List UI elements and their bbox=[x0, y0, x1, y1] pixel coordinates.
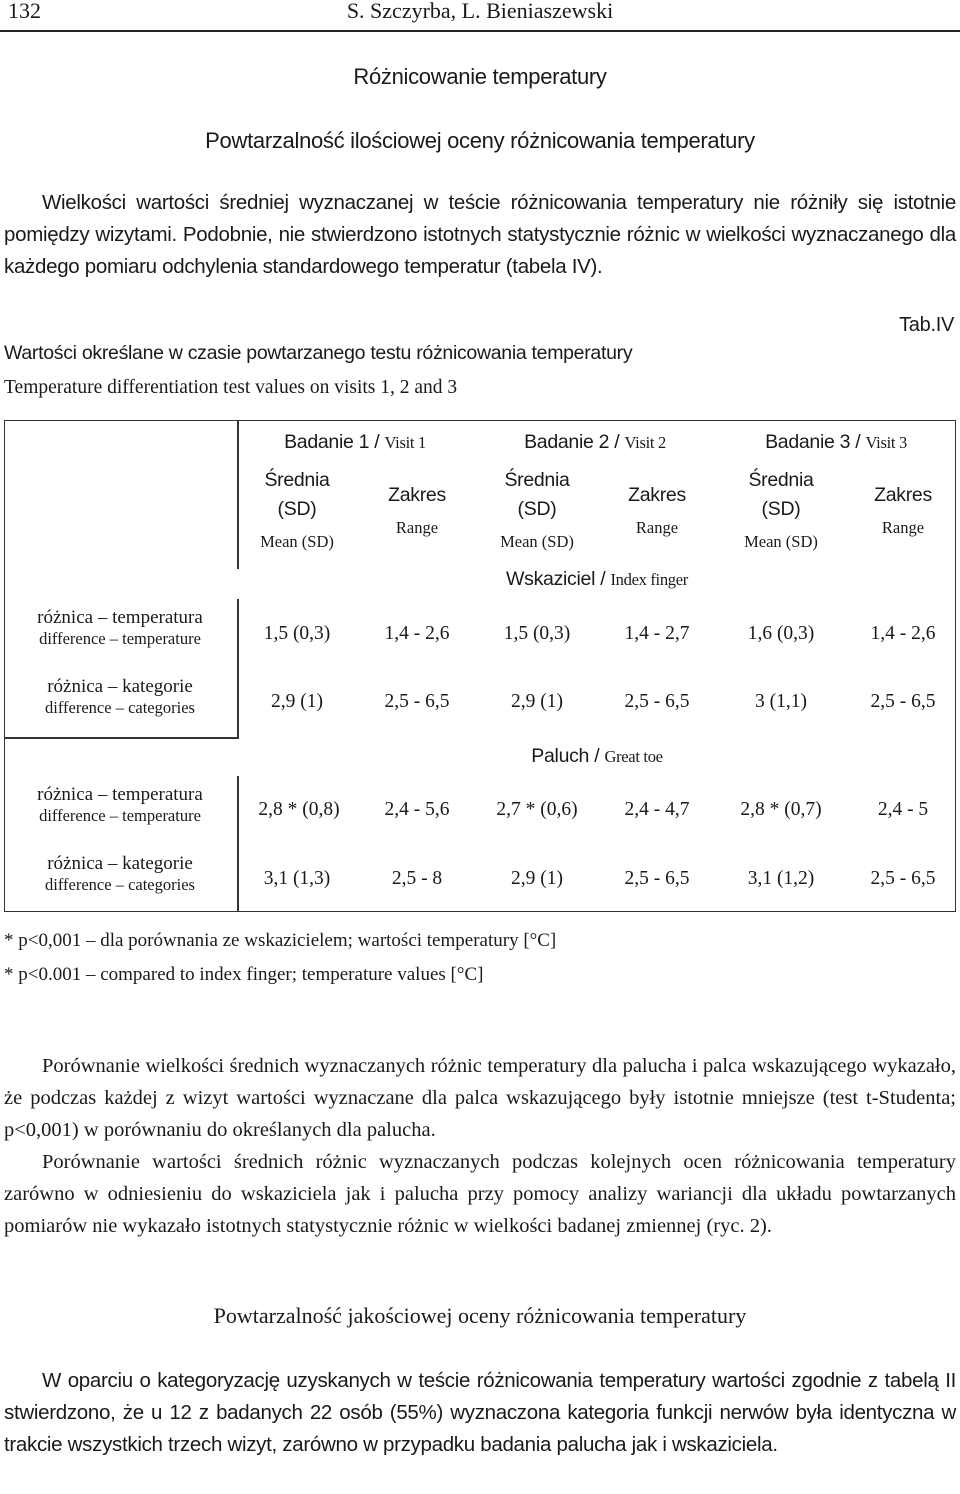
page-number: 132 bbox=[8, 0, 41, 23]
mean-en-header: Mean (SD) bbox=[744, 532, 818, 551]
table-cell: 2,5 - 6,5 bbox=[870, 691, 936, 712]
table-cell: 2,8 * (0,7) bbox=[740, 799, 822, 820]
table-cell: 1,4 - 2,6 bbox=[384, 623, 450, 644]
paragraph-3: W oparciu o kategoryzację uzyskanych w teście różnicowania temperatury wartości zgodnie z tabelą II stwierdzono, że u 12 z badanych 22 osób (55%) wyznaczona kategoria funkcji nerwów była identyczna w trakcie wszystkich trzech wizyt, zarówno w przypadku badania palucha jak i wskaziciela. bbox=[4, 1369, 956, 1456]
row-label: różnica – kategorie difference – categories bbox=[45, 853, 195, 894]
table-cell: 2,5 - 6,5 bbox=[384, 691, 450, 712]
section-title: Różnicowanie temperatury bbox=[353, 64, 607, 89]
table-cell: 1,5 (0,3) bbox=[503, 623, 571, 644]
mean-header: Średnia bbox=[748, 469, 814, 491]
running-authors: S. Szczyrba, L. Bieniaszewski bbox=[346, 0, 614, 23]
table-divider bbox=[237, 599, 239, 739]
group-header-great-toe: Paluch / Great toe bbox=[531, 745, 663, 767]
table-cell: 3,1 (1,2) bbox=[747, 868, 815, 889]
paragraph-2 bbox=[4, 1050, 956, 1242]
table-cell: 2,5 - 6,5 bbox=[624, 691, 690, 712]
mean-en-header: Mean (SD) bbox=[500, 532, 574, 551]
table-number: Tab.IV bbox=[899, 314, 954, 336]
range-header: Zakres bbox=[628, 484, 686, 506]
sd-header: (SD) bbox=[277, 498, 317, 520]
running-header bbox=[0, 0, 960, 32]
table-cell: 2,7 * (0,6) bbox=[496, 799, 578, 820]
table-cell: 1,4 - 2,7 bbox=[624, 623, 690, 644]
paragraph-2b: Porównanie wartości średnich różnic wyznaczanych podczas kolejnych ocen różnicowania temperatury zarówno w odniesieniu do wskaziciela jak i palucha przy pomocy analizy wariancji dla układu powtarzanych pomiarów nie wykazało istotnych statystycznie różnic w wielkości badanej zmiennej (ryc. 2). bbox=[4, 1151, 956, 1237]
mean-header: Średnia bbox=[264, 469, 330, 491]
range-en-header: Range bbox=[635, 518, 679, 537]
mean-header: Średnia bbox=[504, 469, 570, 491]
table-divider bbox=[237, 776, 239, 912]
header-rule bbox=[0, 30, 960, 32]
sd-header: (SD) bbox=[517, 498, 557, 520]
visit-1-header: Badanie 1 / Visit 1 bbox=[284, 431, 426, 453]
table-cell: 2,4 - 5,6 bbox=[384, 799, 450, 820]
table-cell: 2,9 (1) bbox=[511, 868, 563, 889]
table-cell: 2,5 - 8 bbox=[391, 868, 443, 889]
table-cell: 1,5 (0,3) bbox=[263, 623, 331, 644]
table-cell: 2,9 (1) bbox=[271, 691, 323, 712]
range-en-header: Range bbox=[881, 518, 925, 537]
table-cell: 2,8 * (0,8) bbox=[258, 799, 340, 820]
table-cell: 1,6 (0,3) bbox=[747, 623, 815, 644]
range-header: Zakres bbox=[388, 484, 446, 506]
table-caption-pl: Wartości określane w czasie powtarzanego testu różnicowania temperatury bbox=[4, 342, 633, 364]
table-cell: 3 (1,1) bbox=[755, 691, 807, 712]
range-en-header: Range bbox=[395, 518, 439, 537]
table-caption-en: Temperature differentiation test values on visits 1, 2 and 3 bbox=[4, 377, 458, 398]
visit-2-header: Badanie 2 / Visit 2 bbox=[524, 431, 666, 453]
paragraph-2a: Porównanie wielkości średnich wyznaczanych różnic temperatury dla palucha i palca wskazującego wykazało, że podczas każdej z wizyt wartości wyznaczane dla palca wskazującego były istotnie mniejsze (test t-Studenta; p<0,001) w porównaniu do określanych dla palucha. bbox=[4, 1055, 956, 1141]
paragraph-1: Wielkości wartości średniej wyznaczanej w teście różnicowania temperatury nie różniły się istotnie pomiędzy wizytami. Podobnie, nie stwierdzono istotnych statystycznie różnic w wielkości wyznaczanego dla każdego pomiaru odchylenia standardowego temperatur (tabela IV). bbox=[4, 191, 956, 278]
table-cell: 2,9 (1) bbox=[511, 691, 563, 712]
visit-3-header: Badanie 3 / Visit 3 bbox=[765, 431, 907, 453]
row-label: różnica – kategorie difference – categories bbox=[45, 676, 195, 717]
subsection-2-title: Powtarzalność jakościowej oceny różnicowania temperatury bbox=[213, 1303, 747, 1328]
table-rule bbox=[5, 737, 237, 739]
table-cell: 3,1 (1,3) bbox=[263, 868, 331, 889]
mean-en-header: Mean (SD) bbox=[260, 532, 334, 551]
table-cell: 2,4 - 4,7 bbox=[624, 799, 690, 820]
sd-header: (SD) bbox=[761, 498, 801, 520]
results-table bbox=[4, 420, 956, 912]
table-cell: 2,4 - 5 bbox=[877, 799, 929, 820]
row-label: różnica – temperatura difference – temperature bbox=[37, 784, 203, 825]
range-header: Zakres bbox=[874, 484, 932, 506]
table-footnote-pl: * p<0,001 – dla porównania ze wskazicielem; wartości temperatury [°C] bbox=[4, 930, 557, 951]
subsection-title: Powtarzalność ilościowej oceny różnicowania temperatury bbox=[205, 128, 755, 153]
table-cell: 2,5 - 6,5 bbox=[624, 868, 690, 889]
table-cell: 2,5 - 6,5 bbox=[870, 868, 936, 889]
row-label: różnica – temperatura difference – temperature bbox=[37, 607, 203, 648]
group-header-index-finger: Wskaziciel / Index finger bbox=[506, 568, 688, 590]
table-footnote-en: * p<0.001 – compared to index finger; temperature values [°C] bbox=[4, 964, 484, 985]
table-cell: 1,4 - 2,6 bbox=[870, 623, 936, 644]
